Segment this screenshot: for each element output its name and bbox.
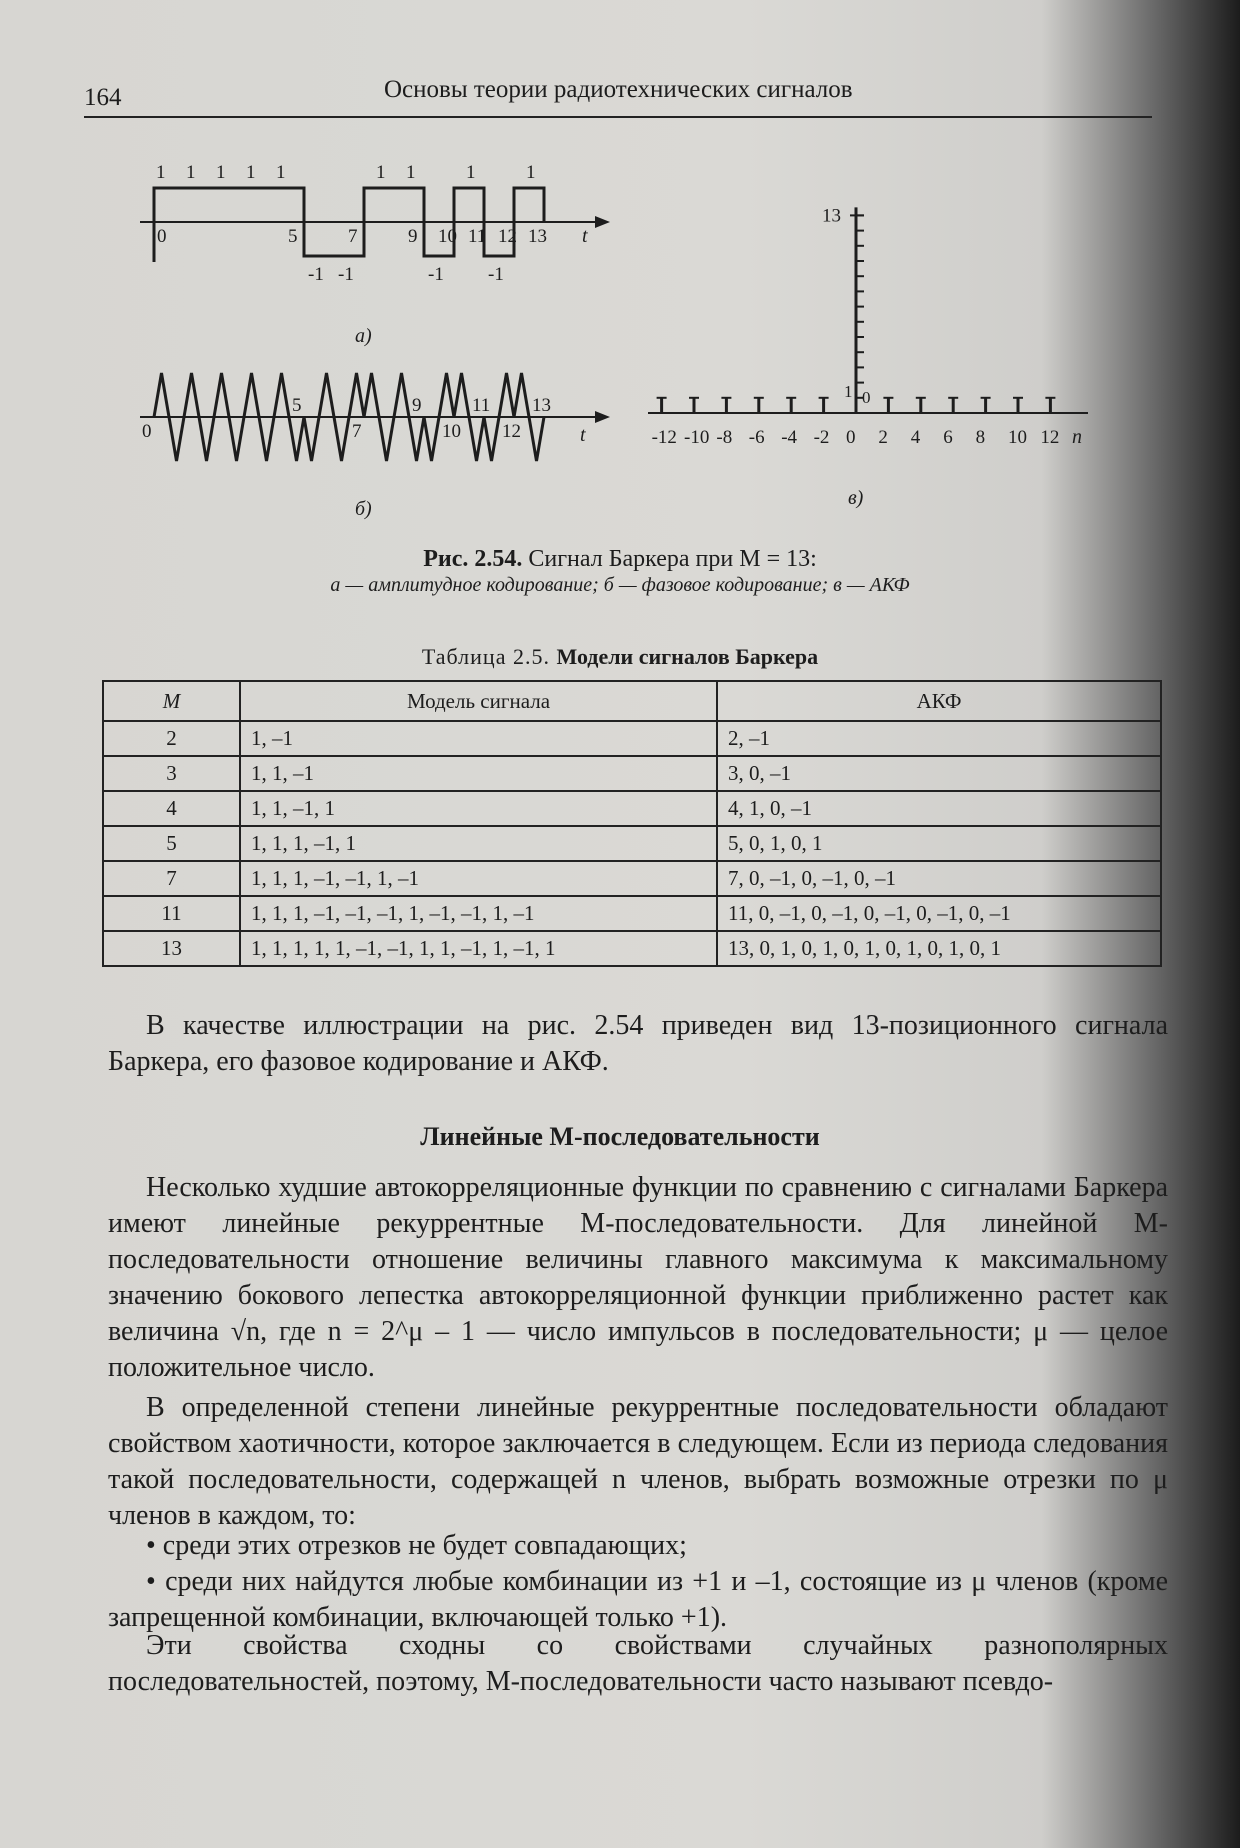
list-item: • среди этих отрезков не будет совпадающих; — [146, 1530, 687, 1561]
time-tick-label: 9 — [412, 395, 422, 416]
cell-m: 3 — [103, 756, 240, 791]
barker-table — [102, 680, 1162, 967]
time-tick-label: 12 — [502, 421, 521, 442]
time-tick-label: 7 — [352, 421, 362, 442]
cell-acf: 5, 0, 1, 0, 1 — [717, 826, 1161, 861]
amplitude-label: 1 — [216, 162, 226, 183]
table-row — [103, 826, 1161, 861]
table-title — [0, 644, 1240, 670]
cell-m: 13 — [103, 931, 240, 966]
page-header — [84, 70, 1152, 118]
table-row — [103, 896, 1161, 931]
paragraph-text: Эти свойства сходны со свойствами случайных разнополярных последовательностей, поэтому, M-последовательности часто называют псевдо- — [108, 1630, 1168, 1697]
time-tick-label: 10 — [442, 421, 461, 442]
table-number: Таблица 2.5. — [421, 644, 550, 669]
cell-acf: 3, 0, –1 — [717, 756, 1161, 791]
bullet-list — [108, 1528, 1168, 1636]
figure-caption-label: Рис. 2.54. — [423, 546, 523, 572]
cell-acf: 13, 0, 1, 0, 1, 0, 1, 0, 1, 0, 1, 0, 1 — [717, 931, 1161, 966]
n-tick-label: 10 — [1008, 427, 1027, 448]
column-header-model: Модель сигнала — [240, 681, 717, 721]
paragraph-intro — [108, 1008, 1168, 1080]
cell-acf: 11, 0, –1, 0, –1, 0, –1, 0, –1, 0, –1 — [717, 896, 1161, 931]
acf-zero-label: 0 — [862, 388, 871, 407]
cell-acf: 7, 0, –1, 0, –1, 0, –1 — [717, 861, 1161, 896]
n-axis-label: n — [1072, 426, 1082, 448]
cell-acf: 2, –1 — [717, 721, 1161, 756]
n-tick-label: 0 — [846, 427, 856, 448]
table-row — [103, 931, 1161, 966]
t-axis-arrow — [595, 216, 610, 228]
panel-b-label: б) — [355, 498, 372, 520]
paragraph-chaos — [108, 1390, 1168, 1534]
n-tick-label: -2 — [813, 427, 830, 448]
phase-coding-plot — [140, 355, 620, 520]
figure-panel-c — [640, 118, 1100, 518]
n-tick-label: -12 — [651, 427, 677, 448]
n-tick-label: 4 — [910, 427, 921, 448]
figure-subcaption: а — амплитудное кодирование; б — фазовое кодирование; в — АКФ — [330, 574, 910, 596]
amplitude-label: 1 — [406, 162, 416, 183]
acf-plot — [640, 118, 1100, 513]
cell-model: 1, –1 — [240, 721, 717, 756]
cell-model: 1, 1, –1, 1 — [240, 791, 717, 826]
column-header-acf: АКФ — [717, 681, 1161, 721]
time-tick-label: 11 — [468, 226, 487, 247]
acf-side-value-label: 1 — [844, 382, 853, 401]
n-tick-label: 8 — [975, 427, 986, 448]
time-tick-label: 10 — [438, 226, 457, 247]
figure-caption — [0, 546, 1240, 573]
amplitude-label: 1 — [246, 162, 256, 183]
table-row — [103, 756, 1161, 791]
time-tick-label: 13 — [532, 395, 551, 416]
table-title-text: Модели сигналов Баркера — [556, 644, 819, 669]
phase-signal-waveform — [154, 373, 544, 461]
amplitude-label: -1 — [308, 264, 324, 285]
time-tick-label: 12 — [498, 226, 517, 247]
amplitude-label: 1 — [526, 162, 536, 183]
cell-m: 5 — [103, 826, 240, 861]
table-row — [103, 791, 1161, 826]
amplitude-label: 1 — [276, 162, 286, 183]
amplitude-label: 1 — [376, 162, 386, 183]
table-header-row — [103, 681, 1161, 721]
cell-acf: 4, 1, 0, –1 — [717, 791, 1161, 826]
cell-m: 2 — [103, 721, 240, 756]
amplitude-coding-plot — [140, 150, 620, 350]
cell-model: 1, 1, 1, –1, 1 — [240, 826, 717, 861]
amplitude-label: -1 — [428, 264, 444, 285]
cell-m: 11 — [103, 896, 240, 931]
n-tick-label: 12 — [1040, 427, 1060, 448]
page-number: 164 — [84, 84, 122, 111]
paragraph-pseudo — [108, 1628, 1168, 1700]
amplitude-label: 1 — [186, 162, 196, 183]
time-tick-label: 7 — [348, 226, 358, 247]
n-tick-label: 2 — [878, 427, 888, 448]
paragraph-text: В определенной степени линейные рекуррентные последовательности обладают свойством хаотичности, которое заключается в следующем. Если из периода следования такой последовательности, содержащей n членов, выбрать возможные отрезки по μ членов в каждом, то: — [108, 1392, 1168, 1531]
time-tick-label: 5 — [288, 226, 298, 247]
paragraph-text: Несколько худшие автокорреляционные функции по сравнению с сигналами Баркера имеют линейные рекуррентные M-последовательности. Для линейной M-последовательности отношение величины главного максимума к максимальному значению бокового лепестка автокорреляционной функции приближенно растет как величина √n, где n = 2^μ – 1 — число импульсов в последовательности; μ — целое положительное число. — [108, 1172, 1168, 1383]
n-tick-label: -6 — [748, 427, 765, 448]
t-axis-arrow — [595, 411, 610, 423]
cell-m: 7 — [103, 861, 240, 896]
section-heading: Линейные M-последовательности — [420, 1122, 820, 1151]
n-tick-label: -10 — [684, 427, 710, 448]
paragraph-text: В качестве иллюстрации на рис. 2.54 приведен вид 13-позиционного сигнала Баркера, его фазовое кодирование и АКФ. — [108, 1010, 1168, 1077]
figure-caption-text: Сигнал Баркера при M = 13: — [528, 546, 817, 572]
cell-model: 1, 1, 1, –1, –1, –1, 1, –1, –1, 1, –1 — [240, 896, 717, 931]
panel-a-label: а) — [355, 325, 372, 347]
table-row — [103, 721, 1161, 756]
cell-m: 4 — [103, 791, 240, 826]
list-item: • среди них найдутся любые комбинации из +1 и –1, состоящие из μ членов (кроме запрещенной комбинации, включающей только +1). — [108, 1566, 1168, 1633]
amplitude-label: 1 — [156, 162, 166, 183]
column-header-m: M — [103, 681, 240, 721]
time-tick-label: 0 — [142, 421, 152, 442]
t-axis-label: t — [582, 225, 588, 247]
table-row — [103, 861, 1161, 896]
time-tick-label: 13 — [528, 226, 547, 247]
acf-peak-label: 13 — [822, 205, 841, 227]
cell-model: 1, 1, 1, –1, –1, 1, –1 — [240, 861, 717, 896]
figure-panel-a — [140, 150, 620, 355]
cell-model: 1, 1, –1 — [240, 756, 717, 791]
time-tick-label: 0 — [157, 226, 167, 247]
panel-c-label: в) — [848, 487, 864, 509]
n-tick-label: 6 — [943, 427, 953, 448]
running-title: Основы теории радиотехнических сигналов — [384, 76, 853, 103]
amplitude-signal-waveform — [154, 188, 544, 262]
n-tick-label: -4 — [781, 427, 798, 448]
t-axis-label: t — [580, 424, 586, 446]
figure-panel-b — [140, 355, 620, 525]
paragraph-m-sequences — [108, 1170, 1168, 1386]
amplitude-label: 1 — [466, 162, 476, 183]
cell-model: 1, 1, 1, 1, 1, –1, –1, 1, 1, –1, 1, –1, 1 — [240, 931, 717, 966]
time-tick-label: 5 — [292, 395, 302, 416]
time-tick-label: 11 — [472, 395, 491, 416]
n-tick-label: -8 — [716, 427, 733, 448]
time-tick-label: 9 — [408, 226, 418, 247]
amplitude-label: -1 — [488, 264, 504, 285]
amplitude-label: -1 — [338, 264, 354, 285]
